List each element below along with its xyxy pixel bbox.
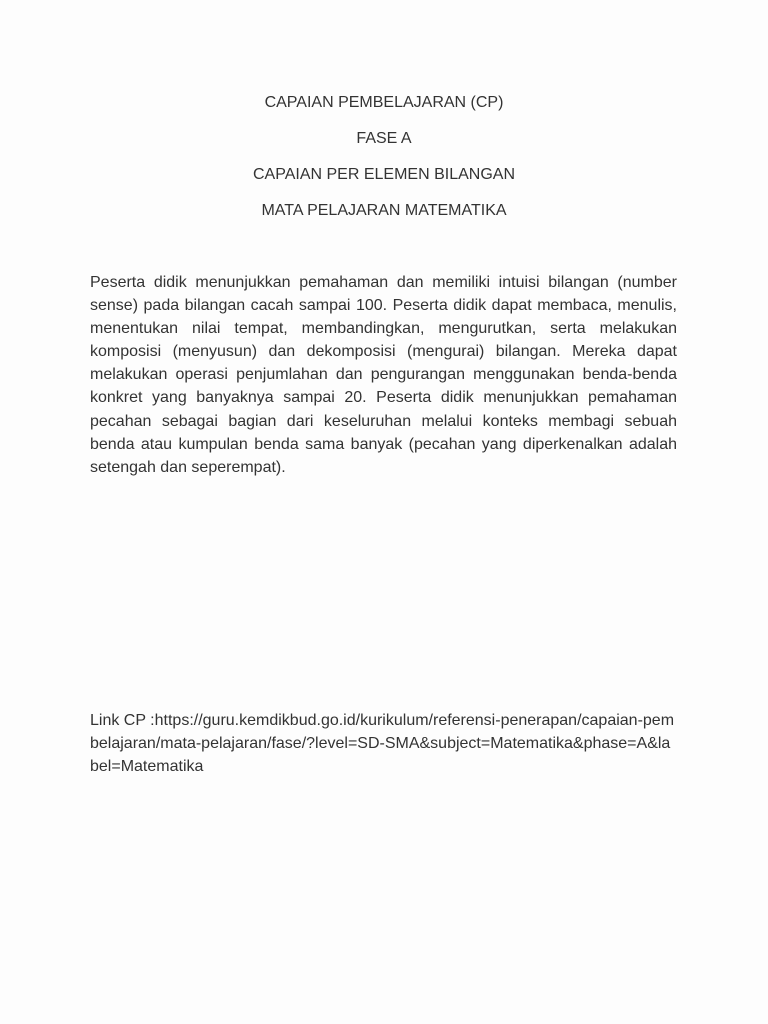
document-title: CAPAIAN PEMBELAJARAN (CP) [264, 94, 504, 111]
element-heading: CAPAIAN PER ELEMEN BILANGAN [253, 166, 515, 183]
phase-heading: FASE A [356, 130, 412, 147]
body-paragraph: Peserta didik menunjukkan pemahaman dan memiliki intuisi bilangan (number sense) pada bilangan cacah sampai 100. Peserta didik dapat membaca, menulis, menentukan nilai tempat, membandingkan, mengurutkan, serta melakukan komposisi (menyusun) dan dekomposisi (mengurai) bilangan. Mereka dapat melakukan operasi penjumlahan dan pengurangan menggunakan benda-benda konkret yang banyaknya sampai 20. Peserta didik menunjukkan pemahaman pecahan sebagai bagian dari keseluruhan melalui konteks membagi sebuah benda atau kumpulan benda sama banyak (pecahan yang diperkenalkan adalah setengah dan seperempat). [90, 274, 677, 476]
heading-block [0, 92, 768, 236]
subject-heading: MATA PELAJARAN MATEMATIKA [261, 202, 507, 219]
link-paragraph: Link CP :https://guru.kemdikbud.go.id/kurikulum/referensi-penerapan/capaian-pembelajaran/mata-pelajaran/fase/?level=SD-SMA&subject=Matematika&phase=A&label=Matematika [90, 712, 675, 776]
